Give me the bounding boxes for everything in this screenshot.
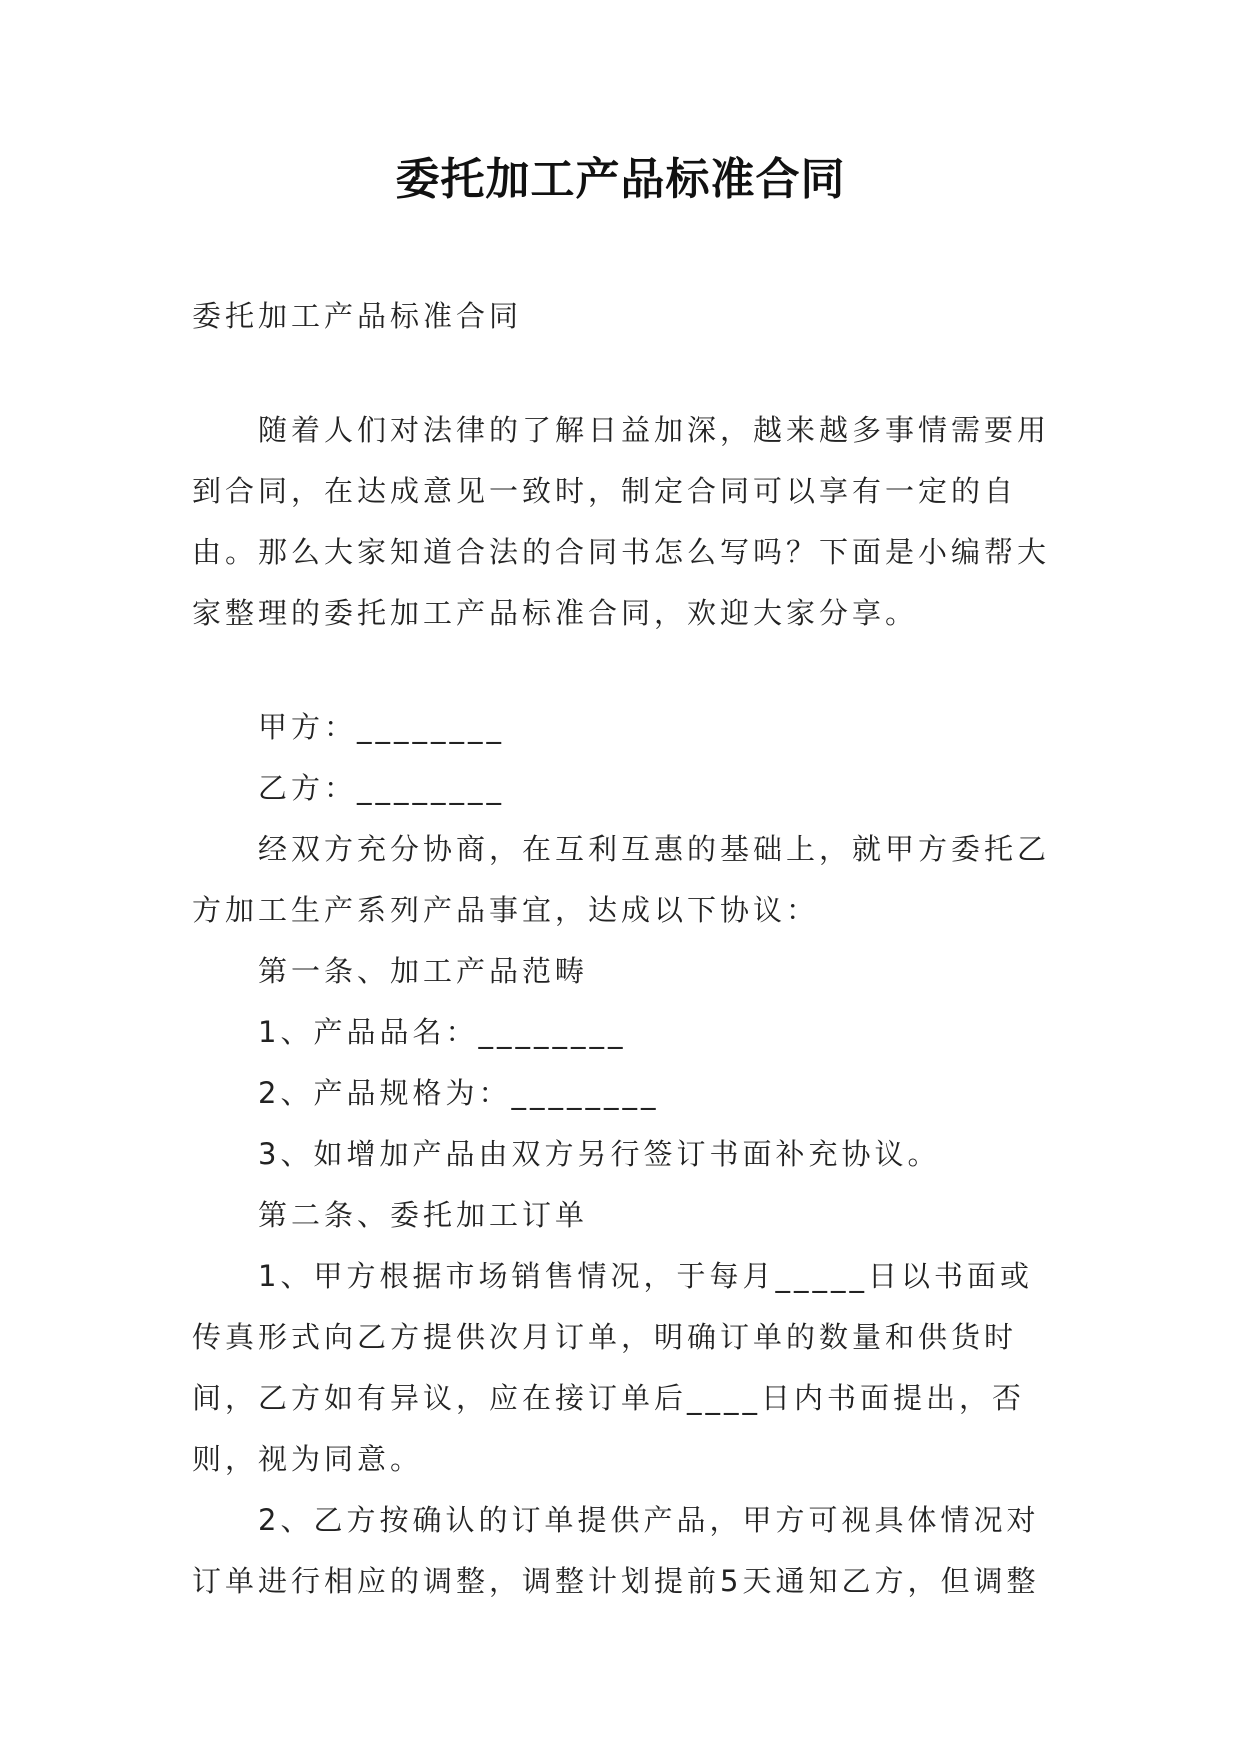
article-2-item-1: 1、甲方根据市场销售情况，于每月_____日以书面或传真形式向乙方提供次月订单，明确订单的数量和供货时间，乙方如有异议，应在接订单后____日内书面提出，否则，视为同意。: [192, 1259, 1033, 1476]
subtitle-text: 委托加工产品标准合同: [192, 299, 523, 333]
intro-paragraph: 随着人们对法律的了解日益加深，越来越多事情需要用到合同，在达成意见一致时，制定合同可以享有一定的自由。那么大家知道合法的合同书怎么写吗？下面是小编帮大家整理的委托加工产品标准合同，欢迎大家分享。: [192, 413, 1051, 630]
preamble-paragraph: 经双方充分协商，在互利互惠的基础上，就甲方委托乙方加工生产系列产品事宜，达成以下协议：: [192, 832, 1051, 927]
intro-section: [192, 400, 1052, 644]
party-b-line: 乙方：________: [258, 771, 506, 805]
article-1-item-1: 1、产品品名：________: [258, 1015, 627, 1049]
article-1-item-2: 2、产品规格为：________: [258, 1076, 660, 1110]
contract-body: [192, 697, 1052, 1612]
article-2-item-2: 2、乙方按确认的订单提供产品，甲方可视具体情况对订单进行相应的调整，调整计划提前5天通知乙方，但调整: [192, 1503, 1040, 1598]
article-1-heading: 第一条、加工产品范畴: [258, 954, 589, 988]
article-1-item-3: 3、如增加产品由双方另行签订书面补充协议。: [258, 1137, 941, 1171]
document-title: 委托加工产品标准合同: [395, 154, 846, 205]
document-subtitle: [192, 286, 1052, 347]
party-a-line: 甲方：________: [258, 710, 506, 744]
article-2-heading: 第二条、委托加工订单: [258, 1198, 589, 1232]
